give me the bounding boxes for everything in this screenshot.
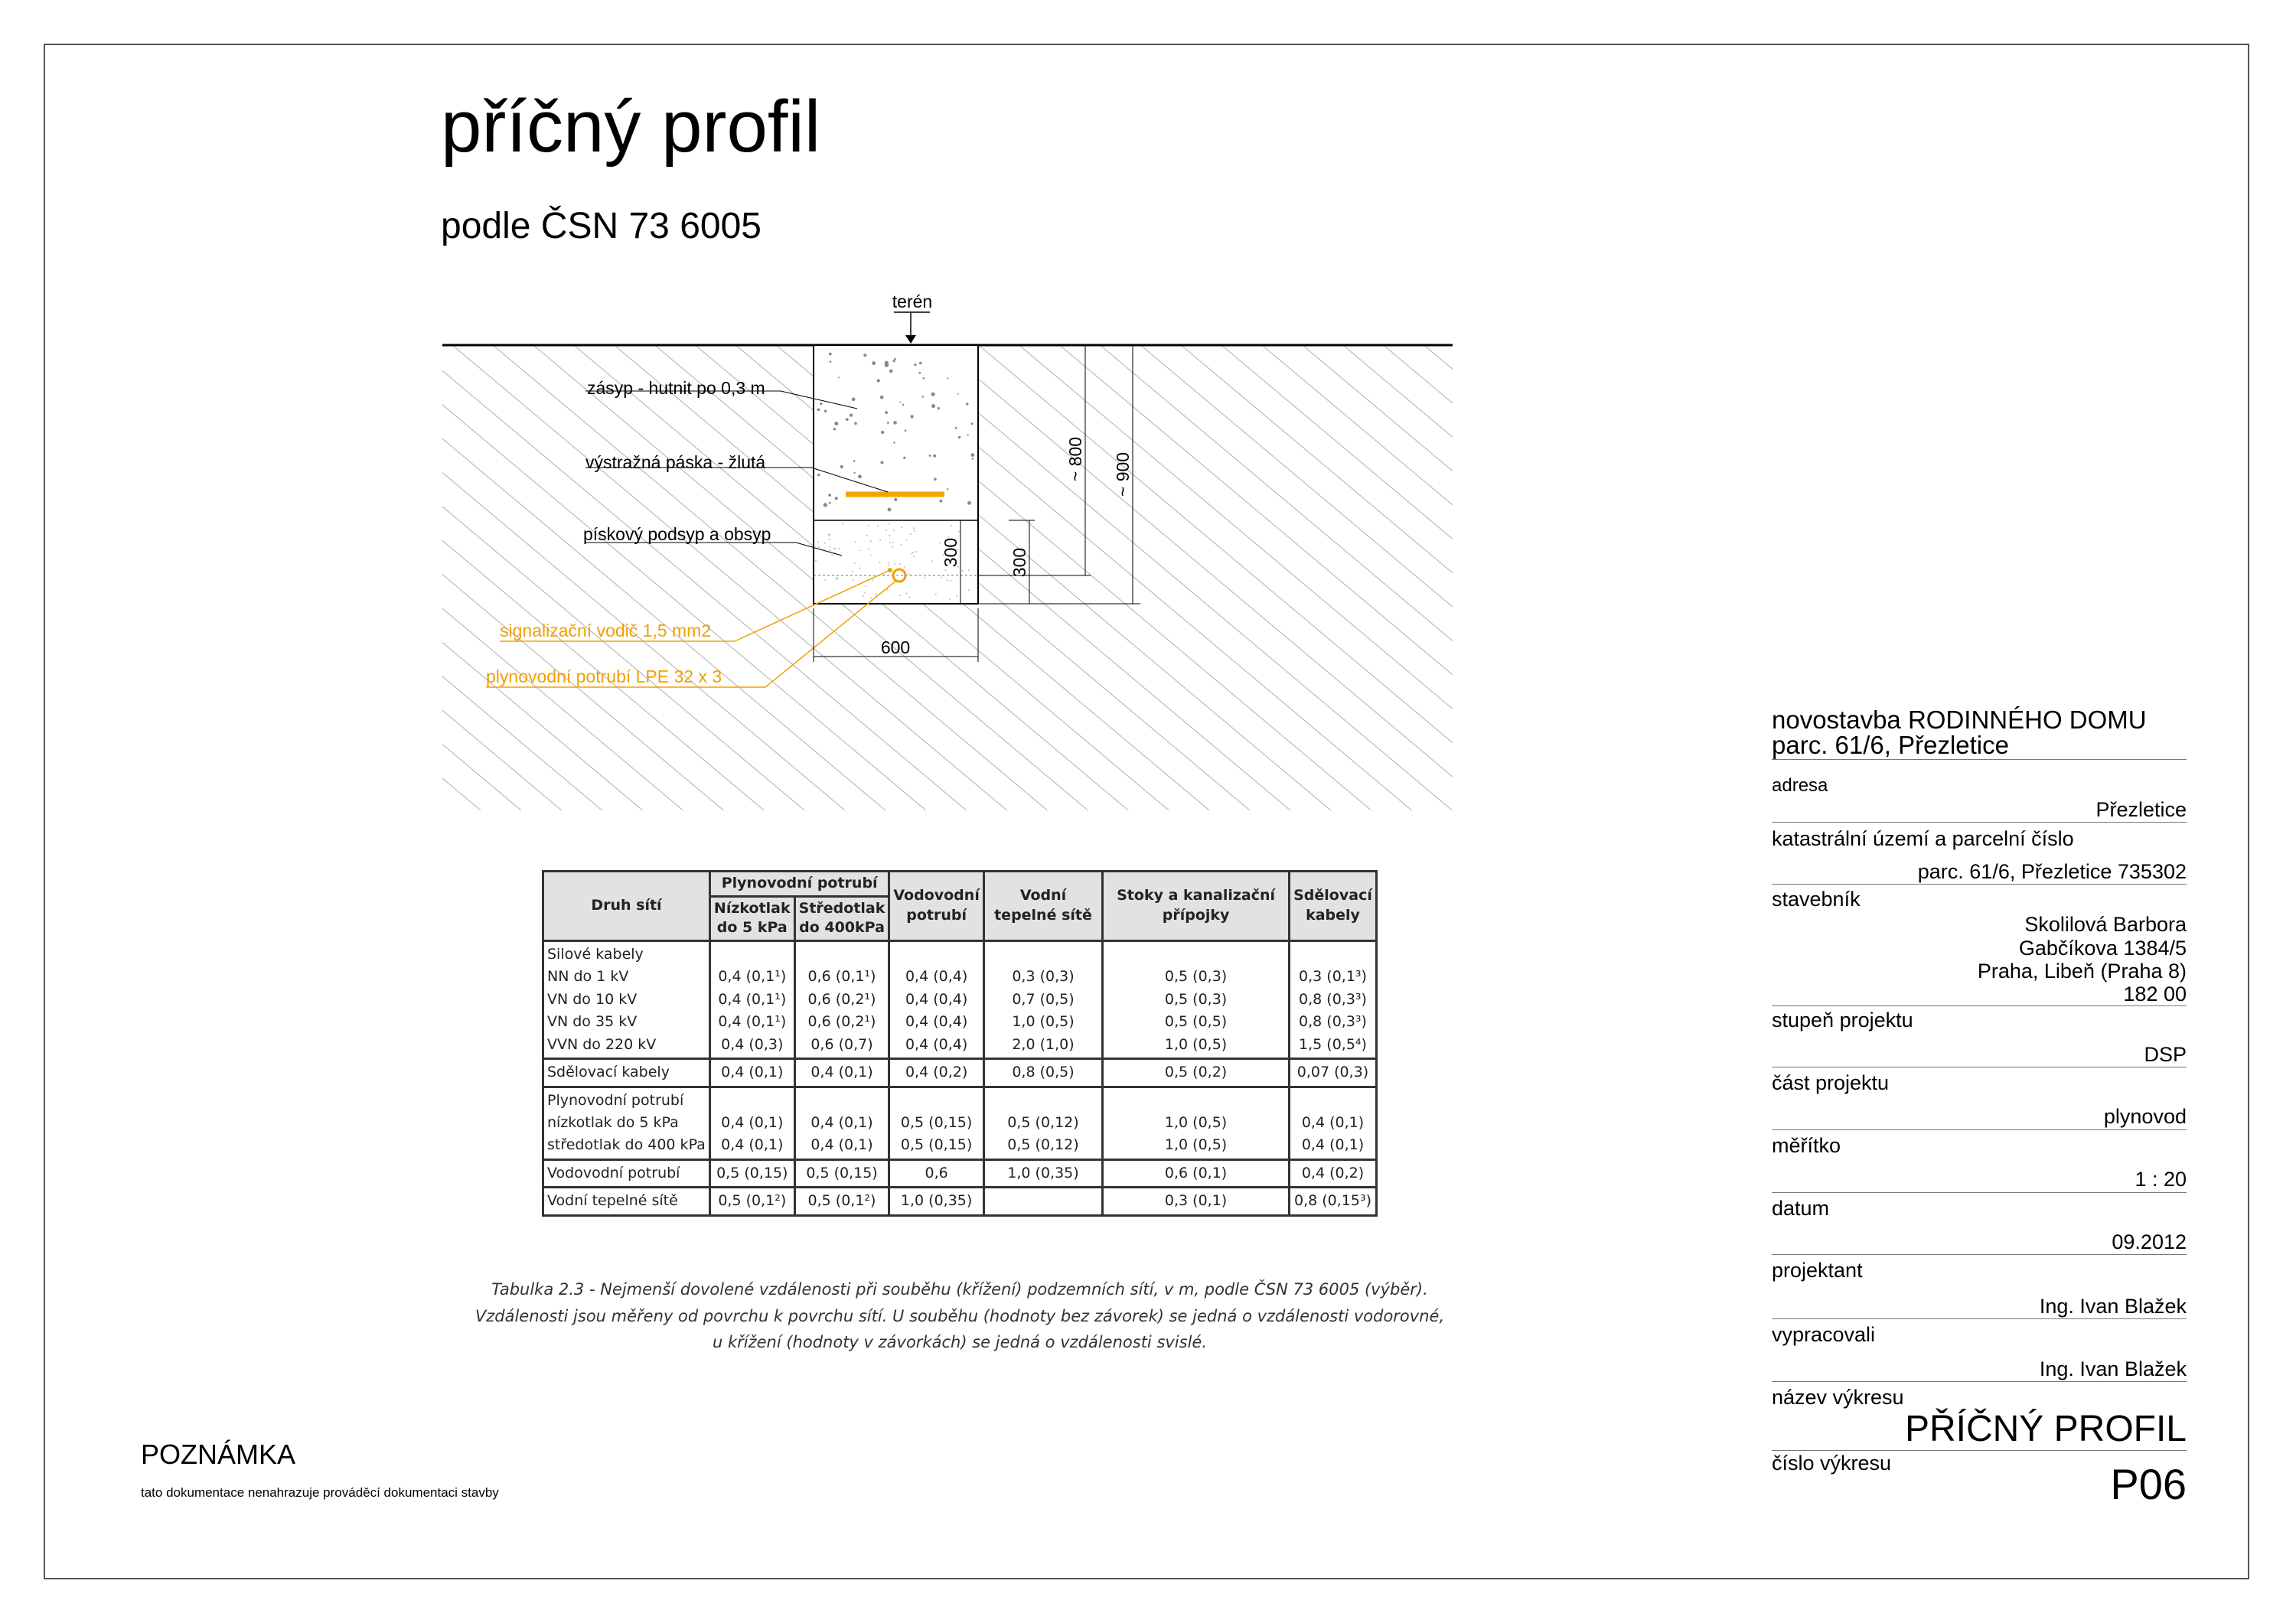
row-label-line: NN do 1 kV <box>547 968 629 986</box>
cell-value: 1,5 (0,5⁴) <box>1299 1035 1367 1053</box>
builder-zip: 182 00 <box>1772 983 2187 1006</box>
cell-value: 0,4 (0,1) <box>1301 1136 1365 1154</box>
cell-value: 0,4 (0,4) <box>905 1035 968 1053</box>
table-row <box>543 940 1377 1058</box>
cell-value: 0,8 (0,5) <box>1012 1064 1075 1081</box>
table-cell <box>1103 940 1290 1058</box>
drawing-name-label: název výkresu <box>1772 1385 1904 1409</box>
cell-value <box>893 943 979 966</box>
table-cell <box>1289 1087 1376 1159</box>
builder-name: Skolilová Barbora <box>2024 913 2187 937</box>
stage-label: stupeň projektu <box>1772 1009 1913 1032</box>
cell-value: 0,6 (0,1) <box>1164 1164 1228 1181</box>
cell-value: 0,4 (0,3) <box>721 1035 784 1053</box>
cell-value: 0,3 (0,3) <box>1012 968 1075 986</box>
table-cell <box>1103 1087 1290 1159</box>
cell-value: 0,8 (0,3³) <box>1299 1013 1367 1031</box>
row-network-type <box>543 1087 710 1159</box>
cell-value: 0,5 (0,15) <box>900 1136 973 1154</box>
cell-value: 0,5 (0,15) <box>900 1113 973 1131</box>
cell-value: 1,0 (0,5) <box>1164 1136 1228 1154</box>
cell-value: 2,0 (1,0) <box>1012 1035 1075 1053</box>
caption-line: u křížení (hodnoty v závorkách) se jedná o vzdálenosti svislé. <box>712 1333 1208 1352</box>
cell-value: 1,0 (0,5) <box>1164 1113 1228 1131</box>
cell-value: 0,07 (0,3) <box>1296 1064 1369 1081</box>
cell-value <box>1107 1090 1285 1112</box>
dim-depth-800: ~ 800 <box>1065 436 1085 482</box>
drawing-no-value: P06 <box>2110 1459 2187 1508</box>
cell-value: 0,3 (0,1) <box>1164 1192 1228 1210</box>
row-label-line: VN do 10 kV <box>547 990 638 1008</box>
table-cell <box>709 1087 794 1159</box>
cell-value: 0,4 (0,4) <box>905 1013 968 1031</box>
cell-value: 0,5 (0,5) <box>1164 1013 1228 1031</box>
table-row <box>543 1087 1377 1159</box>
backfill-label: zásyp - hutnit po 0,3 m <box>587 378 765 398</box>
cell-value: 0,5 (0,15) <box>806 1164 878 1181</box>
prepared-value: Ing. Ivan Blažek <box>1772 1357 2187 1382</box>
row-label-line: Vodovodní potrubí <box>547 1164 680 1181</box>
th-sewer: Stoky a kanalizační přípojky <box>1103 872 1290 941</box>
row-label-line: Sdělovací kabely <box>547 1064 670 1081</box>
table-cell <box>709 1059 794 1087</box>
scale-label: měřítko <box>1772 1133 1841 1157</box>
cell-value: 0,4 (0,2) <box>1301 1164 1365 1181</box>
drawing-name-value: PŘÍČNÝ PROFIL <box>1772 1410 2187 1451</box>
table-cell <box>983 1087 1102 1159</box>
table-cell <box>889 1159 983 1187</box>
row-network-type <box>543 1059 710 1087</box>
cell-value <box>988 1190 1098 1212</box>
cell-value: 0,5 (0,3) <box>1164 990 1228 1008</box>
cell-value: 0,4 (0,4) <box>905 990 968 1008</box>
table-cell <box>709 1159 794 1187</box>
cell-value: 0,7 (0,5) <box>1012 990 1075 1008</box>
table-cell <box>709 1188 794 1215</box>
scale-value: 1 : 20 <box>1772 1167 2187 1192</box>
distance-table-body <box>543 940 1377 1215</box>
dim-trench-width: 600 <box>880 637 911 657</box>
table-cell <box>1103 1188 1290 1215</box>
cell-value: 0,5 (0,2) <box>1164 1064 1228 1081</box>
table-cell <box>794 940 889 1058</box>
table-cell <box>794 1188 889 1215</box>
cell-value: 0,4 (0,1) <box>721 1064 784 1081</box>
dim-sand-outer: 300 <box>1009 547 1029 578</box>
caption-line: Vzdálenosti jsou měřeny od povrchu k povrchu sítí. U souběhu (hodnoty bez závorek) se jedná o vzdálenosti vodorovné, <box>475 1306 1445 1325</box>
prepared-label: vypracovali <box>1772 1323 1876 1347</box>
builder-street: Gabčíkova 1384/5 <box>2018 936 2187 960</box>
address-label: adresa <box>1772 775 1828 796</box>
cell-value: 0,8 (0,15³) <box>1293 1192 1371 1210</box>
cell-value <box>1293 1090 1372 1112</box>
drawing-subtitle: podle ČSN 73 6005 <box>441 206 762 246</box>
table-cell <box>889 940 983 1058</box>
stage-value: DSP <box>1772 1042 2187 1067</box>
cell-value: 0,6 (0,7) <box>810 1035 873 1053</box>
note-text: tato dokumentace nenahrazuje prováděcí dokumentaci stavby <box>141 1485 499 1500</box>
cell-value <box>799 1090 885 1112</box>
cell-value: 0,5 (0,12) <box>1007 1113 1079 1131</box>
cadastre-label: katastrální území a parcelní číslo <box>1772 827 2074 851</box>
date-value: 09.2012 <box>1772 1230 2187 1255</box>
cell-value: 0,6 (0,2¹) <box>807 1013 876 1031</box>
th-gas-pipes: Plynovodní potrubí <box>709 872 889 897</box>
drawing-no-label: číslo výkresu <box>1772 1452 1892 1475</box>
table-cell <box>983 1059 1102 1087</box>
row-label-line: VN do 35 kV <box>547 1013 638 1031</box>
cell-value: 0,4 (0,1¹) <box>718 1013 787 1031</box>
table-cell <box>983 1188 1102 1215</box>
part-label: část projektu <box>1772 1071 1890 1095</box>
terrain-label: terén <box>892 292 933 311</box>
cell-value: 0,4 (0,4) <box>905 968 968 986</box>
row-label-line: Vodní tepelné sítě <box>547 1192 678 1210</box>
cadastre-value: parc. 61/6, Přezletice 735302 <box>1772 859 2187 885</box>
cell-value: 0,4 (0,1) <box>1301 1113 1365 1131</box>
cell-value: 0,4 (0,1) <box>810 1136 873 1154</box>
part-value: plynovod <box>1772 1104 2187 1129</box>
cell-value: 0,5 (0,15) <box>716 1164 788 1181</box>
table-cell <box>709 940 794 1058</box>
table-cell <box>794 1087 889 1159</box>
warning-tape-label: výstražná páska - žlutá <box>585 452 766 472</box>
th-water: Vodovodní potrubí <box>889 872 983 941</box>
address-value: Přezletice <box>1772 797 2187 823</box>
table-caption <box>459 1276 1460 1356</box>
table-row <box>543 1188 1377 1215</box>
row-network-type <box>543 1188 710 1215</box>
table-row <box>543 1059 1377 1087</box>
caption-line: Tabulka 2.3 - Nejmenší dovolené vzdálenosti při souběhu (křížení) podzemních sítí, v m, podle ČSN 73 6005 (výběr). <box>491 1280 1428 1299</box>
table-cell <box>889 1059 983 1087</box>
title-block <box>1772 707 2187 1507</box>
cell-value: 0,8 (0,3³) <box>1299 990 1367 1008</box>
cell-value: 0,6 <box>925 1164 948 1181</box>
row-label-line: středotlak do 400 kPa <box>547 1136 706 1154</box>
distance-table <box>542 870 1378 1217</box>
signal-wire-label: signalizační vodič 1,5 mm2 <box>500 621 712 640</box>
table-cell <box>1289 1159 1376 1187</box>
table-cell <box>1289 1059 1376 1087</box>
row-label-line: nízkotlak do 5 kPa <box>547 1113 679 1131</box>
cell-value: 0,5 (0,1²) <box>807 1192 876 1210</box>
table-cell <box>1289 940 1376 1058</box>
table-cell <box>889 1188 983 1215</box>
cell-value: 0,4 (0,1) <box>810 1113 873 1131</box>
cell-value: 0,4 (0,1) <box>721 1136 784 1154</box>
date-label: datum <box>1772 1196 1830 1220</box>
gas-pipe-label: plynovodní potrubí LPE 32 x 3 <box>486 666 722 686</box>
cell-value: 1,0 (0,5) <box>1164 1035 1228 1053</box>
cell-value: 1,0 (0,5) <box>1012 1013 1075 1031</box>
cell-value <box>1293 943 1372 966</box>
cell-value <box>893 1090 979 1112</box>
table-cell <box>1103 1159 1290 1187</box>
builder-city: Praha, Libeň (Praha 8) <box>1977 959 2187 983</box>
th-telecom: Sdělovací kabely <box>1289 872 1376 941</box>
table-cell <box>983 940 1102 1058</box>
project-parcel: parc. 61/6, Přezletice <box>1772 732 2187 760</box>
cell-value: 0,5 (0,12) <box>1007 1136 1079 1154</box>
table-cell <box>889 1087 983 1159</box>
sand-bed-label: pískový podsyp a obsyp <box>583 524 771 544</box>
row-network-type <box>543 940 710 1058</box>
cell-value: 0,4 (0,2) <box>905 1064 968 1081</box>
table-cell <box>1103 1059 1290 1087</box>
th-heat: Vodní tepelné sítě <box>983 872 1102 941</box>
cell-value: 0,5 (0,1²) <box>718 1192 787 1210</box>
designer-value: Ing. Ivan Blažek <box>1772 1294 2187 1319</box>
th-gas-low: Nízkotlak do 5 kPa <box>709 896 794 940</box>
project-name: novostavba RODINNÉHO DOMU <box>1772 706 2147 734</box>
cell-value: 0,5 (0,3) <box>1164 968 1228 986</box>
th-network-type: Druh sítí <box>543 872 710 941</box>
row-label-line: VVN do 220 kV <box>547 1035 657 1053</box>
cell-value: 0,4 (0,1) <box>810 1064 873 1081</box>
cell-value: 0,4 (0,1) <box>721 1113 784 1131</box>
designer-label: projektant <box>1772 1259 1863 1282</box>
dim-depth-900: ~ 900 <box>1113 451 1133 497</box>
row-label-line: Silové kabely <box>547 945 644 963</box>
table-row <box>543 1159 1377 1187</box>
cell-value: 0,6 (0,1¹) <box>807 968 876 986</box>
cell-value: 0,4 (0,1¹) <box>718 990 787 1008</box>
table-cell <box>794 1059 889 1087</box>
table-cell <box>1289 1188 1376 1215</box>
cell-value: 1,0 (0,35) <box>900 1192 973 1210</box>
cell-value <box>714 1090 791 1112</box>
builder-label: stavebník <box>1772 887 1861 911</box>
table-cell <box>983 1159 1102 1187</box>
cell-value <box>714 943 791 966</box>
cell-value: 0,3 (0,1³) <box>1299 968 1367 986</box>
th-gas-mid: Středotlak do 400kPa <box>794 896 889 940</box>
row-label-line: Plynovodní potrubí <box>547 1091 684 1109</box>
drawing-title: příčný profil <box>441 86 821 168</box>
note-heading: POZNÁMKA <box>141 1439 296 1470</box>
table-cell <box>794 1159 889 1187</box>
row-network-type <box>543 1159 710 1187</box>
cell-value: 1,0 (0,35) <box>1007 1164 1079 1181</box>
cell-value <box>988 1090 1098 1112</box>
cell-value: 0,4 (0,1¹) <box>718 968 787 986</box>
cell-value <box>1107 943 1285 966</box>
cell-value <box>799 943 885 966</box>
dim-sand-inner: 300 <box>941 537 960 568</box>
cell-value <box>988 943 1098 966</box>
cell-value: 0,6 (0,2¹) <box>807 990 876 1008</box>
